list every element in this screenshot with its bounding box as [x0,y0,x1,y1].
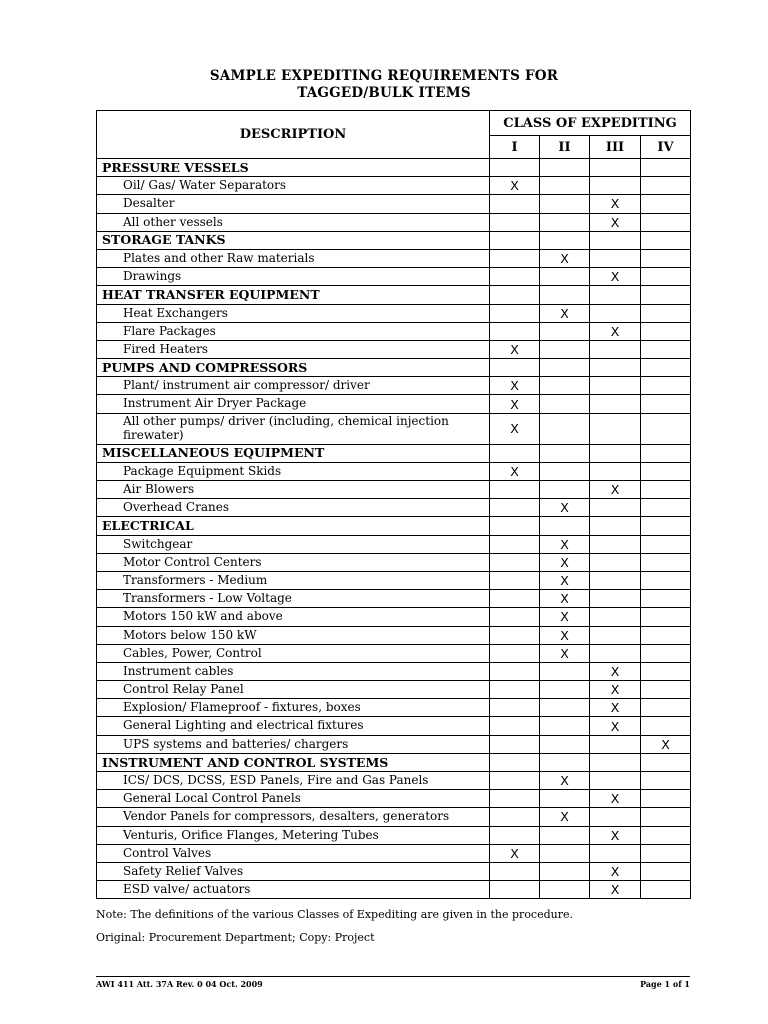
class-i-cell: X [490,340,540,358]
table-row [97,213,691,231]
class-iv-cell [641,177,691,195]
class-iv-cell [641,517,691,535]
item-label: Plant/ instrument air compressor/ driver [97,377,490,395]
item-label: Explosion/ Flameproof - fixtures, boxes [97,699,490,717]
class-iii-cell [590,304,641,322]
category-row [97,231,691,249]
class-iv-cell [641,626,691,644]
class-iv-cell [641,881,691,899]
class-iv-cell [641,790,691,808]
class-i-cell: X [490,377,540,395]
item-label: Fired Heaters [97,340,490,358]
class-iii-cell [590,444,641,462]
class-i-cell: X [490,844,540,862]
class-iv-cell [641,717,691,735]
expediting-table [96,110,691,899]
table-row [97,808,691,826]
class-iii-cell [590,772,641,790]
table-row [97,644,691,662]
class-i-cell [490,322,540,340]
category-row [97,753,691,771]
class-ii-cell: X [540,249,590,267]
category-label: INSTRUMENT AND CONTROL SYSTEMS [97,753,490,771]
class-iv-cell [641,681,691,699]
class-ii-cell [540,340,590,358]
item-label: Switchgear [97,535,490,553]
class-header-i: I [490,136,540,159]
class-iii-cell [590,340,641,358]
category-row [97,444,691,462]
item-label: Desalter [97,195,490,213]
class-i-cell [490,195,540,213]
class-i-cell [490,590,540,608]
class-i-cell [490,304,540,322]
class-i-cell [490,608,540,626]
class-ii-cell [540,462,590,480]
item-label: General Lighting and electrical fixtures [97,717,490,735]
class-iv-cell [641,413,691,444]
class-ii-cell [540,286,590,304]
class-i-cell [490,517,540,535]
table-row [97,590,691,608]
table-row [97,826,691,844]
class-i-cell [490,535,540,553]
item-label: Motors below 150 kW [97,626,490,644]
class-iii-cell [590,159,641,177]
item-label: Vendor Panels for compressors, desalters, generators [97,808,490,826]
class-iii-cell [590,395,641,413]
table-row [97,413,691,444]
class-i-cell: X [490,177,540,195]
table-row [97,862,691,880]
table-row [97,377,691,395]
item-label: Cables, Power, Control [97,644,490,662]
class-i-cell [490,772,540,790]
class-i-cell [490,159,540,177]
class-iii-cell: X [590,213,641,231]
class-i-cell [490,644,540,662]
class-iv-cell [641,499,691,517]
item-label: All other pumps/ driver (including, chemical injection firewater) [97,413,490,444]
table-row [97,395,691,413]
class-iv-cell [641,462,691,480]
class-ii-cell [540,790,590,808]
class-iv-cell [641,590,691,608]
table-row [97,772,691,790]
table-row [97,844,691,862]
class-ii-cell [540,177,590,195]
class-iv-cell [641,571,691,589]
class-i-cell: X [490,462,540,480]
class-iii-cell: X [590,322,641,340]
class-header-iii: III [590,136,641,159]
class-iii-cell [590,499,641,517]
class-iii-cell [590,535,641,553]
class-iii-cell [590,571,641,589]
class-ii-cell [540,195,590,213]
item-label: Air Blowers [97,481,490,499]
class-of-expediting-header: CLASS OF EXPEDITING [490,111,691,136]
class-iv-cell [641,699,691,717]
class-iii-cell: X [590,681,641,699]
class-iv-cell [641,322,691,340]
document-title-line2: TAGGED/BULK ITEMS [297,85,471,101]
class-iv-cell [641,286,691,304]
class-ii-cell [540,481,590,499]
class-iii-cell [590,413,641,444]
table-row [97,717,691,735]
class-iv-cell [641,772,691,790]
class-ii-cell [540,753,590,771]
category-row [97,359,691,377]
class-iii-cell [590,844,641,862]
class-iv-cell [641,553,691,571]
class-iii-cell: X [590,826,641,844]
class-iv-cell [641,359,691,377]
category-label: STORAGE TANKS [97,231,490,249]
class-ii-cell [540,844,590,862]
class-iii-cell: X [590,881,641,899]
class-i-cell [490,717,540,735]
table-row [97,790,691,808]
class-iii-cell: X [590,268,641,286]
footer-divider [96,976,690,977]
item-label: UPS systems and batteries/ chargers [97,735,490,753]
class-iii-cell [590,231,641,249]
class-iii-cell [590,462,641,480]
table-row [97,249,691,267]
class-ii-cell [540,735,590,753]
class-iii-cell [590,753,641,771]
class-i-cell [490,826,540,844]
item-label: Control Valves [97,844,490,862]
item-label: Motors 150 kW and above [97,608,490,626]
class-iii-cell: X [590,862,641,880]
item-label: ICS/ DCS, DCSS, ESD Panels, Fire and Gas Panels [97,772,490,790]
class-i-cell [490,444,540,462]
category-label: MISCELLANEOUS EQUIPMENT [97,444,490,462]
class-ii-cell: X [540,535,590,553]
item-label: Instrument cables [97,662,490,680]
class-iv-cell [641,395,691,413]
class-ii-cell [540,826,590,844]
class-iv-cell [641,159,691,177]
class-ii-cell [540,862,590,880]
table-row [97,340,691,358]
class-iv-cell [641,753,691,771]
class-ii-cell [540,377,590,395]
class-iv-cell [641,377,691,395]
class-i-cell [490,881,540,899]
procedure-note: Note: The definitions of the various Classes of Expediting are given in the procedure. [96,908,573,921]
class-ii-cell [540,159,590,177]
class-ii-cell [540,268,590,286]
class-iii-cell: X [590,195,641,213]
class-ii-cell [540,413,590,444]
description-header: DESCRIPTION [97,111,490,159]
table-row [97,481,691,499]
class-i-cell [490,553,540,571]
class-iv-cell [641,662,691,680]
table-row [97,462,691,480]
table-row [97,881,691,899]
class-ii-cell: X [540,553,590,571]
class-ii-cell [540,517,590,535]
class-i-cell [490,286,540,304]
class-iii-cell [590,359,641,377]
class-iv-cell [641,340,691,358]
class-i-cell [490,231,540,249]
table-row [97,195,691,213]
class-iv-cell [641,481,691,499]
class-iv-cell [641,213,691,231]
class-iii-cell: X [590,481,641,499]
class-i-cell [490,808,540,826]
table-row [97,177,691,195]
class-ii-cell: X [540,590,590,608]
document-title-line1: SAMPLE EXPEDITING REQUIREMENTS FOR [209,68,559,84]
class-ii-cell: X [540,644,590,662]
class-ii-cell [540,662,590,680]
class-iv-cell [641,608,691,626]
table-row [97,499,691,517]
item-label: ESD valve/ actuators [97,881,490,899]
class-ii-cell [540,717,590,735]
class-iii-cell [590,377,641,395]
class-ii-cell [540,213,590,231]
category-row [97,159,691,177]
class-iv-cell [641,826,691,844]
class-iv-cell [641,535,691,553]
category-label: PUMPS AND COMPRESSORS [97,359,490,377]
table-row [97,571,691,589]
class-ii-cell: X [540,626,590,644]
item-label: All other vessels [97,213,490,231]
class-ii-cell [540,231,590,249]
class-i-cell [490,268,540,286]
class-ii-cell [540,881,590,899]
class-iv-cell [641,862,691,880]
category-label: PRESSURE VESSELS [97,159,490,177]
class-i-cell [490,499,540,517]
class-iv-cell [641,644,691,662]
class-iii-cell [590,644,641,662]
item-label: Control Relay Panel [97,681,490,699]
table-row [97,681,691,699]
item-label: Package Equipment Skids [97,462,490,480]
class-ii-cell [540,359,590,377]
class-ii-cell [540,444,590,462]
table-row [97,553,691,571]
class-iv-cell [641,249,691,267]
table-row [97,626,691,644]
class-iv-cell [641,304,691,322]
category-row [97,517,691,535]
document-reference: AWI 411 Att. 37A Rev. 0 04 Oct. 2009 [96,979,263,989]
category-label: ELECTRICAL [97,517,490,535]
class-iii-cell [590,517,641,535]
class-ii-cell: X [540,499,590,517]
item-label: Motor Control Centers [97,553,490,571]
class-iii-cell: X [590,790,641,808]
item-label: Venturis, Orifice Flanges, Metering Tubes [97,826,490,844]
class-iii-cell [590,590,641,608]
item-label: Drawings [97,268,490,286]
class-i-cell [490,481,540,499]
class-iii-cell: X [590,699,641,717]
class-i-cell [490,662,540,680]
table-row [97,322,691,340]
class-ii-cell: X [540,608,590,626]
table-row [97,535,691,553]
class-i-cell [490,359,540,377]
class-ii-cell [540,395,590,413]
item-label: Overhead Cranes [97,499,490,517]
class-iii-cell: X [590,662,641,680]
class-iv-cell: X [641,735,691,753]
page-number: Page 1 of 1 [640,979,690,989]
class-header-ii: II [540,136,590,159]
class-i-cell [490,213,540,231]
class-i-cell [490,735,540,753]
table-body [97,159,691,899]
class-ii-cell [540,699,590,717]
class-i-cell [490,699,540,717]
class-ii-cell: X [540,808,590,826]
category-row [97,286,691,304]
class-iv-cell [641,195,691,213]
class-iii-cell [590,553,641,571]
class-iv-cell [641,444,691,462]
class-iii-cell: X [590,717,641,735]
class-i-cell [490,571,540,589]
class-ii-cell [540,322,590,340]
class-iv-cell [641,268,691,286]
class-iii-cell [590,286,641,304]
class-header-iv: IV [641,136,691,159]
class-i-cell [490,862,540,880]
class-iii-cell [590,808,641,826]
table-row [97,662,691,680]
class-i-cell: X [490,413,540,444]
class-i-cell [490,249,540,267]
class-ii-cell: X [540,571,590,589]
item-label: General Local Control Panels [97,790,490,808]
class-ii-cell: X [540,304,590,322]
item-label: Oil/ Gas/ Water Separators [97,177,490,195]
class-ii-cell [540,681,590,699]
item-label: Plates and other Raw materials [97,249,490,267]
class-i-cell [490,681,540,699]
table-row [97,699,691,717]
class-iii-cell [590,735,641,753]
class-iv-cell [641,231,691,249]
table-row [97,304,691,322]
item-label: Instrument Air Dryer Package [97,395,490,413]
class-i-cell [490,626,540,644]
item-label: Transformers - Low Voltage [97,590,490,608]
distribution-note: Original: Procurement Department; Copy: Project [96,931,375,944]
class-ii-cell: X [540,772,590,790]
category-label: HEAT TRANSFER EQUIPMENT [97,286,490,304]
table-row [97,735,691,753]
class-iii-cell [590,626,641,644]
class-i-cell: X [490,395,540,413]
item-label: Transformers - Medium [97,571,490,589]
item-label: Safety Relief Valves [97,862,490,880]
class-i-cell [490,753,540,771]
class-i-cell [490,790,540,808]
table-row [97,268,691,286]
class-iv-cell [641,808,691,826]
class-iii-cell [590,177,641,195]
class-iii-cell [590,249,641,267]
table-row [97,608,691,626]
class-iv-cell [641,844,691,862]
item-label: Heat Exchangers [97,304,490,322]
item-label: Flare Packages [97,322,490,340]
class-iii-cell [590,608,641,626]
